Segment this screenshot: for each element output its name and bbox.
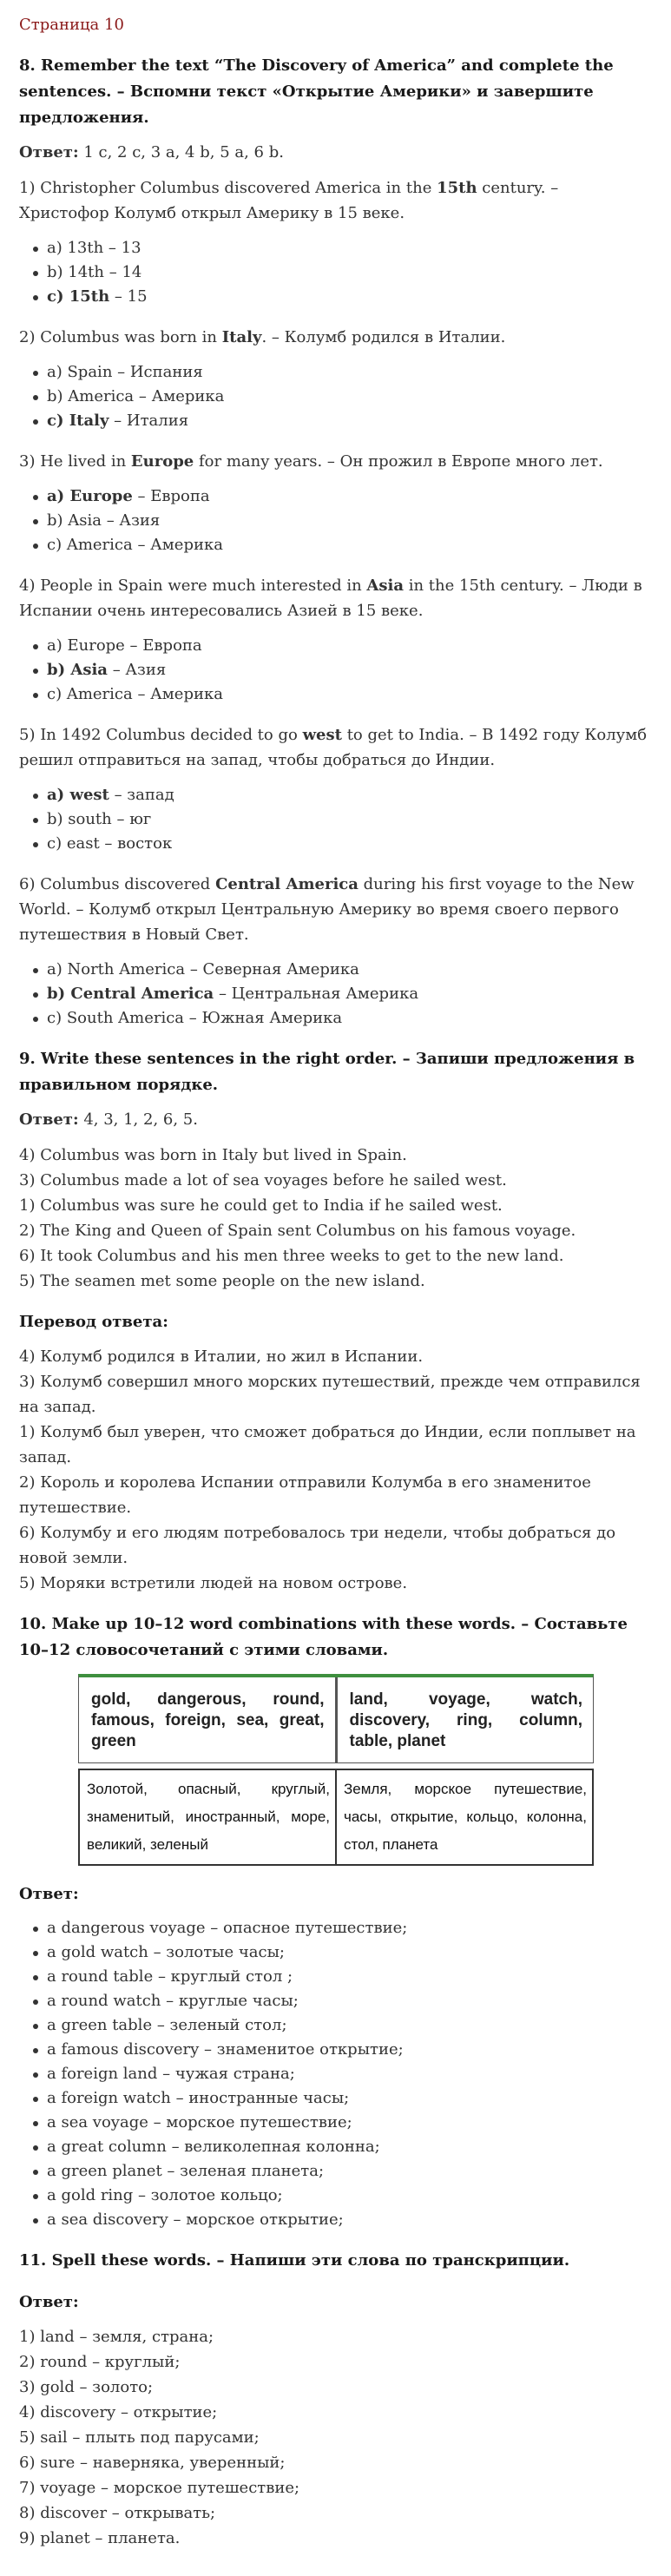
option-text: b) south – юг bbox=[47, 810, 152, 828]
sentence-start: 2) Columbus was born in bbox=[19, 328, 222, 346]
exercise-10 bbox=[19, 1611, 652, 2232]
sentence-line: 5) The seamen met some people on the new island. bbox=[19, 1272, 425, 1290]
sentence-start: 6) Columbus discovered bbox=[19, 875, 216, 893]
sentence bbox=[19, 175, 652, 226]
option-list bbox=[19, 360, 652, 433]
exercise-9-translation-label: Перевод ответа: bbox=[19, 1313, 168, 1331]
exercise-11-word-list bbox=[19, 2324, 652, 2551]
option-item bbox=[47, 658, 652, 682]
option-list bbox=[19, 236, 652, 309]
list-item: a gold watch – золотые часы; bbox=[47, 1940, 652, 1965]
sentence-key-word: Italy bbox=[221, 328, 262, 346]
option-item bbox=[47, 285, 652, 309]
exercise-11-heading: 11. Spell these words. – Напиши эти слова по транскрипции. bbox=[19, 2251, 570, 2270]
option-item bbox=[47, 260, 652, 285]
list-item: a foreign watch – иностранные часы; bbox=[47, 2086, 652, 2111]
option-text: a) North America – Северная Америка bbox=[47, 960, 359, 978]
word-line: 5) sail – плыть под парусами; bbox=[19, 2428, 260, 2447]
sentence-end: for many years. – Он прожил в Европе много лет. bbox=[194, 452, 603, 471]
option-text: – запад bbox=[109, 786, 174, 804]
option-text: a) 13th – 13 bbox=[47, 239, 141, 257]
option-list bbox=[19, 783, 652, 856]
word-line: 7) voyage – морское путешествие; bbox=[19, 2479, 300, 2497]
exercise-10-heading: 10. Make up 10–12 word combinations with these words. – Составьте 10–12 словосочетаний с этими словами. bbox=[19, 1615, 628, 1659]
exercise-8-answer bbox=[19, 140, 652, 165]
list-item: a round watch – круглые часы; bbox=[47, 1989, 652, 2013]
sentence bbox=[19, 872, 652, 947]
option-item bbox=[47, 385, 652, 409]
option-item bbox=[47, 807, 652, 832]
word-table-english bbox=[78, 1674, 594, 1763]
option-text: a) Europe – Европа bbox=[47, 636, 202, 655]
option-text: c) South America – Южная Америка bbox=[47, 1009, 343, 1027]
translation-line: 2) Король и королева Испании отправили Колумба в его знаменитое путешествие. bbox=[19, 1473, 591, 1517]
option-item bbox=[47, 484, 652, 509]
sentence-line: 4) Columbus was born in Italy but lived in Spain. bbox=[19, 1146, 407, 1164]
sentence-start: 4) People in Spain were much interested in bbox=[19, 576, 367, 595]
option-item bbox=[47, 509, 652, 533]
list-item: a sea voyage – морское путешествие; bbox=[47, 2111, 652, 2135]
option-correct: b) Central America bbox=[47, 985, 214, 1003]
exercise-10-answer-label: Ответ: bbox=[19, 1885, 79, 1903]
list-item: a sea discovery – морское открытие; bbox=[47, 2208, 652, 2232]
option-item bbox=[47, 832, 652, 856]
word-line: 9) planet – планета. bbox=[19, 2529, 181, 2547]
list-item: a green planet – зеленая планета; bbox=[47, 2159, 652, 2184]
option-text: a) Spain – Испания bbox=[47, 363, 203, 381]
word-line: 1) land – земля, страна; bbox=[19, 2328, 214, 2346]
word-line: 6) sure – наверняка, уверенный; bbox=[19, 2454, 286, 2472]
list-item: a dangerous voyage – опасное путешествие; bbox=[47, 1916, 652, 1940]
exercise-9-sentences bbox=[19, 1143, 652, 1294]
option-correct: a) Europe bbox=[47, 487, 133, 505]
word-table-nouns-ru: Земля, морское путешествие, часы, открытие, кольцо, колонна, стол, планета bbox=[335, 1770, 592, 1864]
option-text: – Центральная Америка bbox=[214, 985, 419, 1003]
option-item bbox=[47, 982, 652, 1006]
word-table-nouns: land, voyage, watch, discovery, ring, column, table, planet bbox=[335, 1677, 594, 1762]
exercise-8 bbox=[19, 53, 652, 1031]
exercise-11 bbox=[19, 2248, 652, 2551]
sentence-end: . – Колумб родился в Италии. bbox=[261, 328, 506, 346]
option-item bbox=[47, 783, 652, 807]
word-line: 8) discover – открывать; bbox=[19, 2504, 216, 2522]
translation-line: 5) Моряки встретили людей на новом острове. bbox=[19, 1574, 408, 1592]
sentence bbox=[19, 449, 652, 474]
sentence-end: during his first voyage to the New World. – Колумб открыл Центральную Америку во время своего первого путешествия в Новый Свет. bbox=[19, 875, 635, 944]
exercise-9 bbox=[19, 1046, 652, 1596]
sentence-start: 1) Christopher Columbus discovered America in the bbox=[19, 179, 437, 197]
option-item bbox=[47, 360, 652, 385]
option-list bbox=[19, 484, 652, 557]
exercise-11-answer-label: Ответ: bbox=[19, 2293, 79, 2311]
sentence-key-word: Europe bbox=[130, 452, 194, 471]
sentence bbox=[19, 573, 652, 623]
sentence-start: 5) In 1492 Columbus decided to go bbox=[19, 726, 303, 744]
option-item bbox=[47, 682, 652, 707]
word-table-adjectives-ru: Золотой, опасный, круглый, знаменитый, иностранный, море, великий, зеленый bbox=[87, 1781, 330, 1853]
sentence bbox=[19, 325, 652, 350]
sentence-end: century. – Христофор Колумб открыл Америку в 15 веке. bbox=[19, 179, 559, 222]
option-text: – Азия bbox=[107, 661, 167, 679]
option-list bbox=[19, 958, 652, 1031]
translation-line: 3) Колумб совершил много морских путешествий, прежде чем отправился на запад. bbox=[19, 1373, 641, 1416]
sentence-end: in the 15th century. – Люди в Испании очень интересовались Азией в 15 веке. bbox=[19, 576, 642, 620]
list-item: a foreign land – чужая страна; bbox=[47, 2062, 652, 2086]
option-text: – Италия bbox=[109, 412, 189, 430]
answer-label: Ответ: bbox=[19, 1110, 79, 1129]
exercise-8-items bbox=[19, 175, 652, 1031]
option-text: c) America – Америка bbox=[47, 536, 223, 554]
sentence-end: to get to India. – В 1492 году Колумб решил отправиться на запад, чтобы добраться до Индии. bbox=[19, 726, 648, 769]
word-table-adjectives: gold, dangerous, round, famous, foreign, sea, great, green bbox=[91, 1690, 325, 1750]
option-text: b) 14th – 14 bbox=[47, 263, 142, 281]
list-item: a great column – великолепная колонна; bbox=[47, 2135, 652, 2159]
option-correct: c) Italy bbox=[47, 412, 109, 430]
translation-line: 1) Колумб был уверен, что сможет добраться до Индии, если поплывет на запад. bbox=[19, 1423, 636, 1466]
option-text: c) east – восток bbox=[47, 834, 173, 853]
option-text: – Европа bbox=[132, 487, 210, 505]
option-item bbox=[47, 1006, 652, 1031]
answer-text: 1 c, 2 c, 3 a, 4 b, 5 a, 6 b. bbox=[78, 143, 284, 161]
option-correct: a) west bbox=[47, 786, 109, 804]
word-line: 2) round – круглый; bbox=[19, 2353, 181, 2371]
option-item bbox=[47, 533, 652, 557]
sentence-start: 3) He lived in bbox=[19, 452, 131, 471]
sentence-line: 6) It took Columbus and his men three weeks to get to the new land. bbox=[19, 1247, 564, 1265]
exercise-9-heading: 9. Write these sentences in the right order. – Запиши предложения в правильном порядке. bbox=[19, 1050, 635, 1094]
translation-line: 4) Колумб родился в Италии, но жил в Испании. bbox=[19, 1347, 424, 1366]
list-item: a round table – круглый стол ; bbox=[47, 1965, 652, 1989]
sentence-line: 3) Columbus made a lot of sea voyages before he sailed west. bbox=[19, 1171, 507, 1189]
word-line: 3) gold – золото; bbox=[19, 2378, 154, 2396]
sentence-line: 2) The King and Queen of Spain sent Columbus on his famous voyage. bbox=[19, 1222, 576, 1240]
sentence-key-word: Asia bbox=[366, 576, 405, 595]
list-item: a famous discovery – знаменитое открытие; bbox=[47, 2038, 652, 2062]
page-label: Страница 10 bbox=[19, 16, 124, 34]
option-correct: c) 15th bbox=[47, 287, 110, 306]
sentence-key-word: west bbox=[302, 726, 342, 744]
sentence-key-word: 15th bbox=[437, 179, 477, 197]
sentence-key-word: Central America bbox=[215, 875, 359, 893]
option-item bbox=[47, 236, 652, 260]
option-text: b) America – Америка bbox=[47, 387, 225, 405]
exercise-10-answer-list bbox=[19, 1916, 652, 2232]
option-text: – 15 bbox=[109, 287, 148, 306]
option-correct: b) Asia bbox=[47, 661, 108, 679]
sentence-line: 1) Columbus was sure he could get to India if he sailed west. bbox=[19, 1196, 503, 1215]
list-item: a gold ring – золотое кольцо; bbox=[47, 2184, 652, 2208]
translation-line: 6) Колумбу и его людям потребовалось три недели, чтобы добраться до новой земли. bbox=[19, 1524, 616, 1567]
answer-text: 4, 3, 1, 2, 6, 5. bbox=[78, 1110, 198, 1129]
option-item bbox=[47, 634, 652, 658]
option-text: c) America – Америка bbox=[47, 685, 223, 703]
word-table-russian bbox=[78, 1769, 594, 1866]
exercise-9-translation bbox=[19, 1344, 652, 1596]
sentence bbox=[19, 722, 652, 773]
option-item bbox=[47, 409, 652, 433]
exercise-9-answer bbox=[19, 1107, 652, 1132]
option-list bbox=[19, 634, 652, 707]
answer-label: Ответ: bbox=[19, 143, 79, 161]
option-item bbox=[47, 958, 652, 982]
option-text: b) Asia – Азия bbox=[47, 511, 161, 530]
exercise-8-heading: 8. Remember the text “The Discovery of America” and complete the sentences. – Вспомни текст «Открытие Америки» и завершите предложения. bbox=[19, 56, 614, 127]
list-item: a green table – зеленый стол; bbox=[47, 2013, 652, 2038]
word-line: 4) discovery – открытие; bbox=[19, 2403, 218, 2421]
word-table bbox=[78, 1674, 594, 1866]
